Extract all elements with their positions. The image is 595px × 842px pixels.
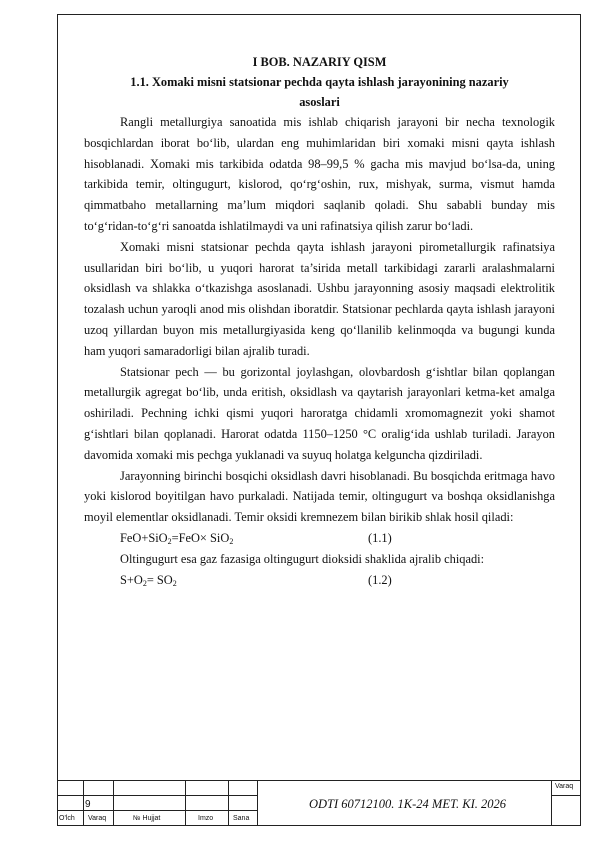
paragraph-2: Xomaki misni statsionar pechda qayta ishlash jarayoni pirometallurgik rafinatsiya usullaridan biri bo‘lib, u yuqori harorat ta’sirida metall tarkibidagi zararli aralashmalarni oksidlash va shlakka o‘tkazishga asoslanadi. Ushbu jarayonning asosiy maqsadi elektrolitik tozalash uchun yaroqli anod mis olishdan iboratdir. Statsionar pechlarda qayta ishlash jarayoni uzoq yillardan buyon mis metallurgiyasida keng qo‘llanilib kelinmoqda va bugungi kunda ham yuqori samaradorligi bilan ajralib turadi.	[84, 239, 555, 358]
title-block-top-line	[57, 780, 581, 781]
chapter-title: I BOB. NAZARIY QISM	[252, 55, 387, 69]
varaq-divider-line	[551, 795, 581, 796]
col-label-hujjat: № Hujjat	[133, 815, 161, 822]
section-title-continued: asoslari	[299, 95, 340, 109]
paragraph-1: Rangli metallurgiya sanoatida mis ishlab chiqarish jarayoni bir necha texnologik bosqichlardan iborat bo‘lib, ulardan eng muhimlaridan biri xomaki misni qayta ishlash hisoblanadi. Xomaki mis tarkibida odatda 98–99,5 % gacha mis mavjud bo‘lsa-da, uning tarkibida temir, oltingugurt, kislorod, qo‘rg‘oshin, rux, mishyak, surma, vismut hamda qimmatbaho metallarning ma’lum miqdori saqlanib qoladi. Shu sababli bunday mis to‘g‘ridan-to‘g‘ri sanoatda ishlatilmaydi va uni rafinatsiya qilish zarur bo‘ladi.	[84, 115, 555, 233]
col-divider	[83, 780, 84, 826]
title-block	[57, 780, 581, 826]
formula-1-2-expression: $S+O_2= SO_2$	[120, 572, 177, 588]
paragraph-5: Oltingugurt esa gaz fazasiga oltingugurt dioksidi shaklida ajralib chiqadi:	[120, 551, 485, 566]
paragraph-4: Jarayonning birinchi bosqichi oksidlash davri hisoblanadi. Bu bosqichda eritmaga havo yoki kislorod boyitilgan havo purkaladi. Natijada temir, oltingugurt va boshqa oksidlanishga moyil elementlar oksidlanadi. Temir oksidi kremnezem bilan birikib shlak hosil qiladi:	[84, 468, 555, 525]
formula-1-2	[84, 570, 555, 591]
col-label-sana: Sana	[233, 815, 250, 822]
title-block-row-line-2	[57, 810, 257, 811]
col-label-varaq: Varaq	[88, 815, 107, 822]
col-label-imzo: Imzo	[198, 815, 214, 822]
paragraph-3: Statsionar pech — bu gorizontal joylashgan, olovbardosh g‘ishtlar bilan qoplangan metallurgik agregat bo‘lib, unda eritish, oksidlash va qaytarish jarayonlari ketma-ket amalga oshiriladi. Pechning ichki qismi yuqori haroratga chidamli xromomagnezit yoki shamot g‘ishtlari bilan qoplanadi. Harorat odatda 1150–1250 °C oralig‘ida ushlab turiladi. Jarayon davomida xomaki mis pechga yuklanadi va suyuq holatga kelguncha qizdiriladi.	[84, 364, 555, 462]
page-number: 9	[85, 799, 91, 810]
varaq-label: Varaq	[555, 783, 574, 790]
title-block-row-line-1	[57, 795, 257, 796]
col-divider	[257, 780, 258, 826]
formula-1-1	[84, 528, 555, 549]
document-code: ODTI 60712100. 1K-24 MET. KI. 2026	[309, 797, 506, 811]
formula-1-1-number: (1.1)	[368, 530, 392, 545]
formula-1-2-number: (1.2)	[368, 572, 392, 587]
col-divider	[113, 780, 114, 826]
col-divider	[228, 780, 229, 826]
formula-1-1-expression: FeO+SiO$_2$=FeO× SiO$_2$	[120, 530, 234, 546]
col-label-olch: O'lch	[59, 815, 75, 822]
col-divider	[551, 780, 552, 826]
section-title: 1.1. Xomaki misni statsionar pechda qayta ishlash jarayonining nazariy	[130, 75, 509, 89]
col-divider	[185, 780, 186, 826]
document-body	[84, 52, 555, 591]
